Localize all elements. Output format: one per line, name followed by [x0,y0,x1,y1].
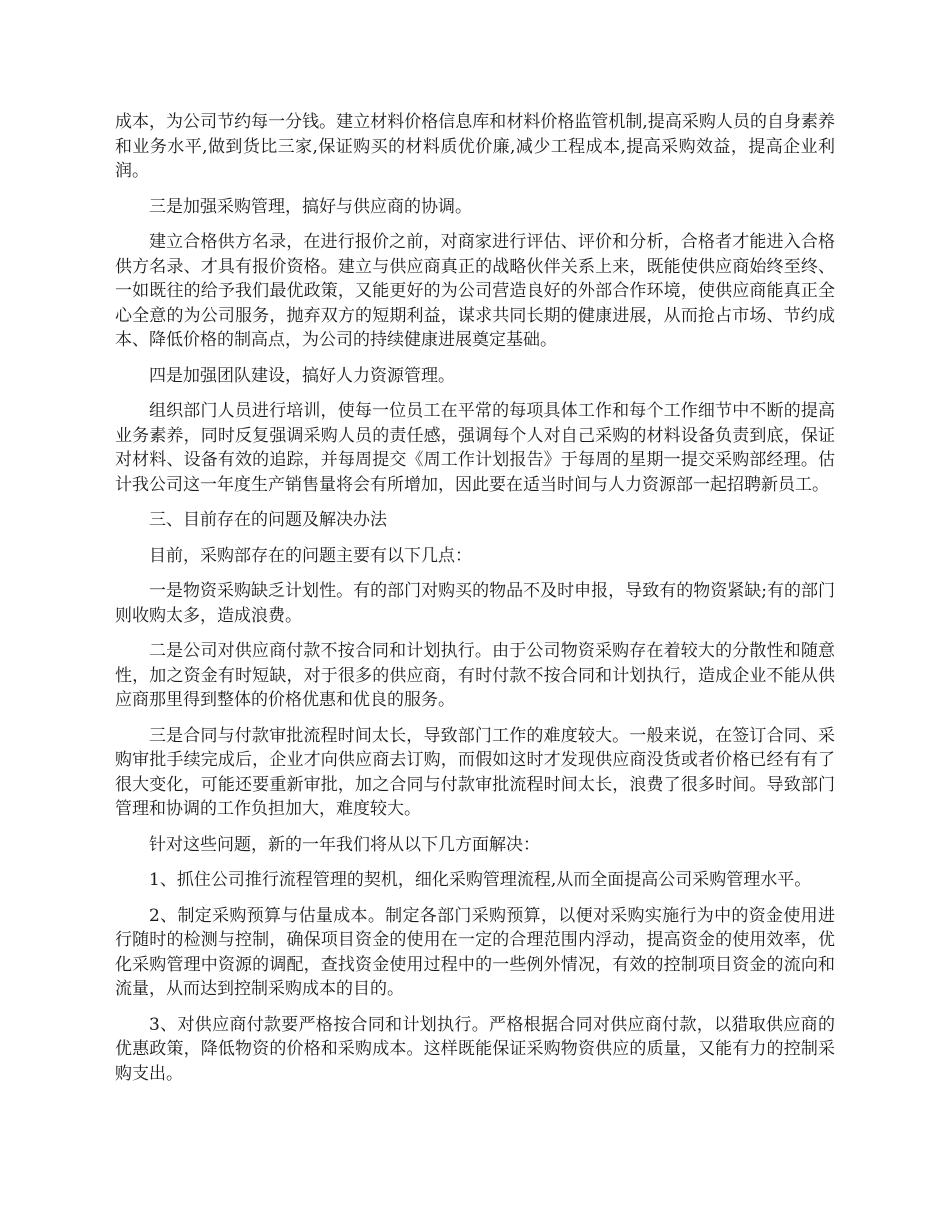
paragraph-problems-intro: 目前，采购部存在的问题主要有以下几点： [149,545,472,566]
section-heading-problems-solutions: 三、目前存在的问题及解决办法 [149,510,387,530]
paragraph-solution-2: 2、制定采购预算与估量成本。制定各部门采购预算，以便对采购实施行为中的资金使用进行随时的检测与控制，确保项目资金的使用在一定的合理范围内浮动，提高资金的使用效率，优化采购管理中资源的调配，查找资金使用过程中的一些例外情况，有效的控制项目资金的流向和流量，从而达到控制采购成本的目的。 [115,905,835,999]
paragraph-solution-3: 3、对供应商付款要严格按合同和计划执行。严格根据合同对供应商付款，以猎取供应商的优惠政策，降低物资的价格和采购成本。这样既能保证采购物资供应的质量，又能有力的控制采购支出。 [115,1014,835,1084]
paragraph-continuation: 成本，为公司节约每一分钱。建立材料价格信息库和材料价格监管机制,提高采购人员的自身素养和业务水平,做到货比三家,保证购买的材料质优价廉,减少工程成本,提高采购效益，提高企业利润。 [115,112,835,181]
paragraph-solutions-intro: 针对这些问题，新的一年我们将从以下几方面解决： [149,834,540,855]
section-heading-team-building: 四是加强团队建设，搞好人力资源管理。 [149,365,455,386]
paragraph-problem-3: 三是合同与付款审批流程时间太长，导致部门工作的难度较大。一般来说，在签订合同、采购审批手续完成后，企业才向供应商去订购，而假如这时才发现供应商没货或者价格已经有有了很大变化，可能还要重新审批，加之合同与付款审批流程时间太长，浪费了很多时间。导致部门管理和协调的工作负担加大，难度较大。 [115,725,835,819]
paragraph-qualified-supplier-list: 建立合格供方名录，在进行报价之前，对商家进行评估、评价和分析，合格者才能进入合格供方名录、才具有报价资格。建立与供应商真正的战略伙伴关系上来，既能使供应商始终至终、一如既往的给予我们最优政策，又能更好的为公司营造良好的外部合作环境，使供应商能真正全心全意的为公司服务，抛弃双方的短期利益，谋求共同长期的健康进展，从而抢占市场、节约成本、降低价格的制高点，为公司的持续健康进展奠定基础。 [115,232,835,350]
paragraph-problem-1: 一是物资采购缺乏计划性。有的部门对购买的物品不及时申报，导致有的物资紧缺;有的部门则收购太多，造成浪费。 [115,581,835,626]
paragraph-solution-1: 1、抓住公司推行流程管理的契机，细化采购管理流程,从而全面提高公司采购管理水平。 [149,870,812,890]
document-body [115,110,835,1097]
paragraph-problem-2: 二是公司对供应商付款不按合同和计划执行。由于公司物资采购存在着较大的分散性和随意性，加之资金有时短缺，对于很多的供应商，有时付款不按合同和计划执行，造成企业不能从供应商那里得到整体的价格优惠和优良的服务。 [115,641,835,710]
paragraph-staff-training: 组织部门人员进行培训，使每一位员工在平常的每项具体工作和每个工作细节中不断的提高业务素养，同时反复强调采购人员的责任感，强调每个人对自己采购的材料设备负责到底，保证对材料、设备有效的追踪，并每周提交《周工作计划报告》于每周的星期一提交采购部经理。估计我公司这一年度生产销售量将会有所增加，因此要在适当时间与人力资源部一起招聘新员工。 [115,401,835,495]
section-heading-supplier-coordination: 三是加强采购管理，搞好与供应商的协调。 [149,196,472,217]
